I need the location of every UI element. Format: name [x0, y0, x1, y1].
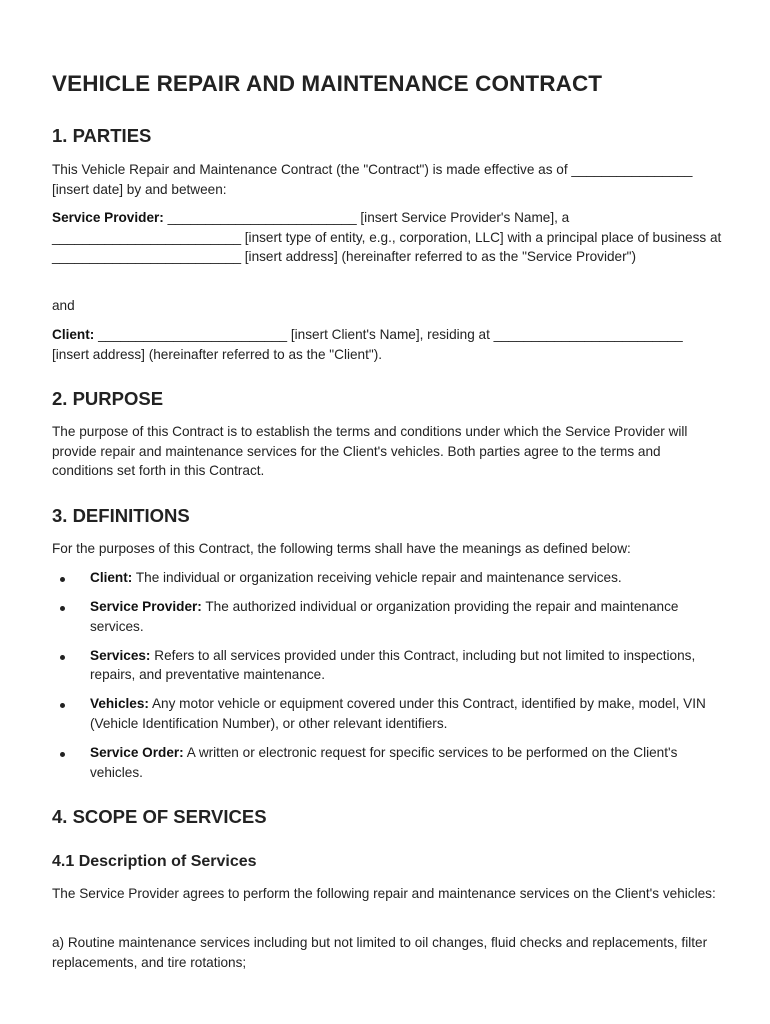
definition-text: Any motor vehicle or equipment covered under this Contract, identified by make, model, VIN (Vehicle Identification Number), or other relevant identifiers.: [90, 696, 706, 732]
list-item: [52, 694, 722, 733]
service-provider-label: Service Provider:: [52, 210, 164, 225]
definition-text: The individual or organization receiving vehicle repair and maintenance services.: [132, 570, 622, 585]
bullet-icon: [60, 606, 65, 611]
section-heading-definitions: 3. DEFINITIONS: [52, 505, 190, 526]
parties-intro: This Vehicle Repair and Maintenance Contract (the "Contract") is made effective as of ________________ [insert date] by and between:: [52, 162, 693, 197]
list-item: [52, 597, 722, 636]
bullet-icon: [60, 703, 65, 708]
definition-term: Client:: [90, 570, 133, 585]
client-text: _________________________ [insert Client's Name], residing at _________________________ [insert address] (hereinafter referred to as the "Client").: [52, 327, 683, 362]
section-heading-scope: 4. SCOPE OF SERVICES: [52, 806, 267, 827]
bullet-icon: [60, 655, 65, 660]
definition-text: The authorized individual or organization providing the repair and maintenance services.: [90, 599, 679, 634]
service-provider-paragraph: [52, 208, 722, 267]
list-item: [52, 646, 722, 685]
definition-text: Refers to all services provided under this Contract, including but not limited to inspections, repairs, and preventative maintenance.: [90, 647, 696, 683]
document-title: VEHICLE REPAIR AND MAINTENANCE CONTRACT: [52, 71, 603, 96]
list-item: [52, 743, 722, 782]
definition-term: Vehicles:: [90, 696, 149, 712]
definition-term: Services:: [90, 647, 151, 663]
client-paragraph: [52, 325, 722, 364]
client-label: Client:: [52, 327, 95, 342]
section-heading-parties: 1. PARTIES: [52, 125, 152, 146]
definition-text: A written or electronic request for specific services to be performed on the Client's vehicles.: [90, 745, 678, 780]
scope-item-a: a) Routine maintenance services including but not limited to oil changes, fluid checks and replacements, filter replacements, and tire rotations;: [52, 935, 708, 970]
subsection-heading-description: 4.1 Description of Services: [52, 853, 257, 870]
bullet-icon: [60, 577, 65, 582]
bullet-icon: [60, 752, 65, 757]
service-provider-text: _________________________ [insert Service Provider's Name], a _________________________ [insert type of entity, e.g., corporation, LLC] with a principal place of business at _________________________ [insert address] (hereinafter referred to as the "Service Provider"): [52, 210, 722, 265]
list-item: [52, 568, 722, 588]
and-text: and: [52, 298, 75, 313]
definitions-intro: For the purposes of this Contract, the following terms shall have the meanings as defined below:: [52, 541, 631, 556]
definition-term: Service Provider:: [90, 599, 202, 615]
scope-intro: The Service Provider agrees to perform the following repair and maintenance services on the Client's vehicles:: [52, 886, 716, 901]
definitions-list: [52, 568, 722, 792]
definition-term: Service Order:: [90, 745, 184, 761]
section-heading-purpose: 2. PURPOSE: [52, 388, 164, 409]
purpose-text: The purpose of this Contract is to establish the terms and conditions under which the Service Provider will provide repair and maintenance services for the Client's vehicles. Both parties agree to the terms and conditions set forth in this Contract.: [52, 424, 688, 479]
